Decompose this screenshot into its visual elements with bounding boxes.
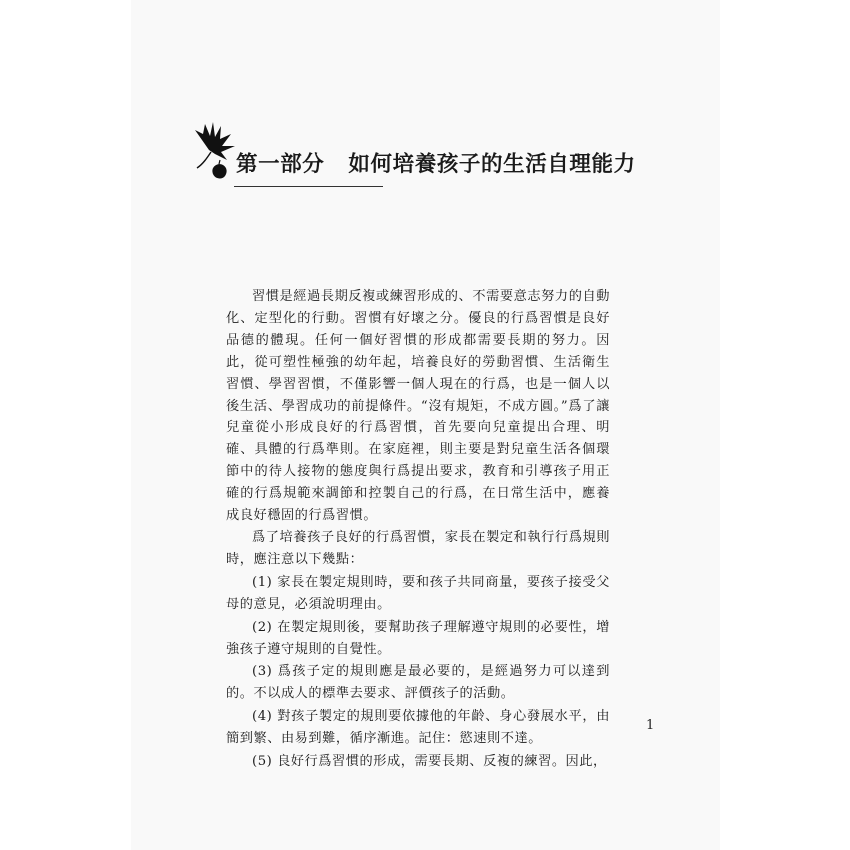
- part-label: 第一部分: [236, 152, 325, 177]
- page-number: 1: [646, 718, 655, 733]
- rule-item-2: (2) 在製定規則後，要幫助孩子理解遵守規則的必要性，增強孩子遵守規則的自覺性。: [226, 619, 610, 657]
- chapter-heading: 如何培養孩子的生活自理能力: [348, 152, 636, 177]
- rule-item-5: (5) 良好行爲習慣的形成，需要長期、反複的練習。因此，: [252, 754, 607, 770]
- rule-item-4: (4) 對孩子製定的規則要依據他的年齡、身心發展水平，由簡到繁、由易到難，循序漸進。記住：慾速則不達。: [226, 709, 610, 747]
- title-underline: [234, 186, 383, 187]
- maple-leaf-icon: [187, 120, 239, 184]
- body-text: [226, 286, 610, 773]
- rule-item-3: (3) 爲孩子定的規則應是最必要的，是經過努力可以達到的。不以成人的標準去要求、評價孩子的活動。: [226, 664, 610, 702]
- paragraph-intro: 習慣是經過長期反複或練習形成的、不需要意志努力的自動化、定型化的行動。習慣有好壞之分。優良的行爲習慣是良好品德的體現。任何一個好習慣的形成都需要長期的努力。因此，從可塑性極強的幼年起，培養良好的勞動習慣、生活衛生習慣、學習習慣，不僅影響一個人現在的行爲，也是一個人以後生活、學習成功的前提條件。“沒有規矩，不成方圓。”爲了讓兒童從小形成良好的行爲習慣，首先要向兒童提出合理、明確、具體的行爲準則。在家庭裡，則主要是對兒童生活各個環節中的待人接物的態度與行爲提出要求，教育和引導孩子用正確的行爲規範來調節和控製自己的行爲，在日常生活中，應養成良好穩固的行爲習慣。: [226, 289, 610, 524]
- rule-item-1: (1) 家長在製定規則時，要和孩子共同商量，要孩子接受父母的意見，必須說明理由。: [226, 574, 610, 612]
- paragraph-rules-lead: 爲了培養孩子良好的行爲習慣，家長在製定和執行行爲規則時，應注意以下幾點：: [226, 529, 610, 567]
- chapter-title: [236, 148, 636, 182]
